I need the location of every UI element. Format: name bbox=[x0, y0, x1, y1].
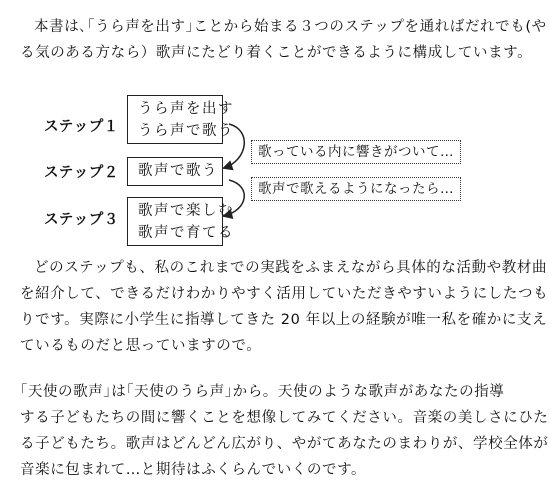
step-1-label: ステップ１ bbox=[44, 119, 119, 135]
step-3-box bbox=[127, 197, 234, 246]
step-1-box bbox=[127, 95, 234, 144]
step-2-label: ステップ２ bbox=[44, 165, 119, 181]
body-2-line: る子どもたち。歌声はどんどん広がり、やがてあなたのまわりが、学校全体が bbox=[20, 436, 549, 452]
step-1-text-line: うら声で歌う bbox=[138, 123, 234, 139]
intro-line: る気のある方なら）歌声にたどり着くことができるように構成しています。 bbox=[20, 45, 533, 61]
step-3-text-line: 歌声で楽しむ bbox=[138, 203, 234, 219]
body-2-line: 音楽に包まれて…と期待はふくらんでいくのです。 bbox=[20, 462, 367, 478]
step-2-box bbox=[127, 157, 223, 186]
note-resonance: 歌っている内に響きがついて… bbox=[251, 140, 461, 164]
note-singing-voice: 歌声で歌えるようになったら… bbox=[251, 177, 461, 201]
body-2-line: ｢天使の歌声｣は｢天使のうら声｣から。天使のような歌声があなたの指導 bbox=[20, 384, 505, 400]
step-3-label: ステップ３ bbox=[44, 212, 119, 228]
intro-line: 本書は､｢うら声を出す｣ことから始まる３つのステップを通ればだれでも(や bbox=[34, 19, 547, 35]
step-1-text-line: うら声を出す bbox=[138, 101, 234, 117]
body-1-line: ているものだと思っていますので。 bbox=[20, 338, 262, 354]
body-1-line: を紹介して、できるだけわかりやすく活用していただきやすいようにしたつも bbox=[20, 286, 549, 302]
step-2-text-line: 歌声で歌う bbox=[138, 163, 218, 179]
step-3-text-line: 歌声で育てる bbox=[138, 225, 234, 241]
body-1-line: りです。実際に小学生に指導してきた 20 年以上の経験が唯一私を確かに支え bbox=[20, 312, 548, 328]
body-2-line: する子どもたちの間に響くことを想像してみてください。音楽の美しさにひた bbox=[20, 410, 549, 426]
intro-paragraph bbox=[20, 14, 547, 66]
body-1-line: どのステップも、私のこれまでの実践をふまえながら具体的な活動や教材曲 bbox=[34, 260, 548, 276]
body-paragraph-2 bbox=[20, 379, 549, 483]
body-paragraph-1 bbox=[20, 255, 549, 359]
